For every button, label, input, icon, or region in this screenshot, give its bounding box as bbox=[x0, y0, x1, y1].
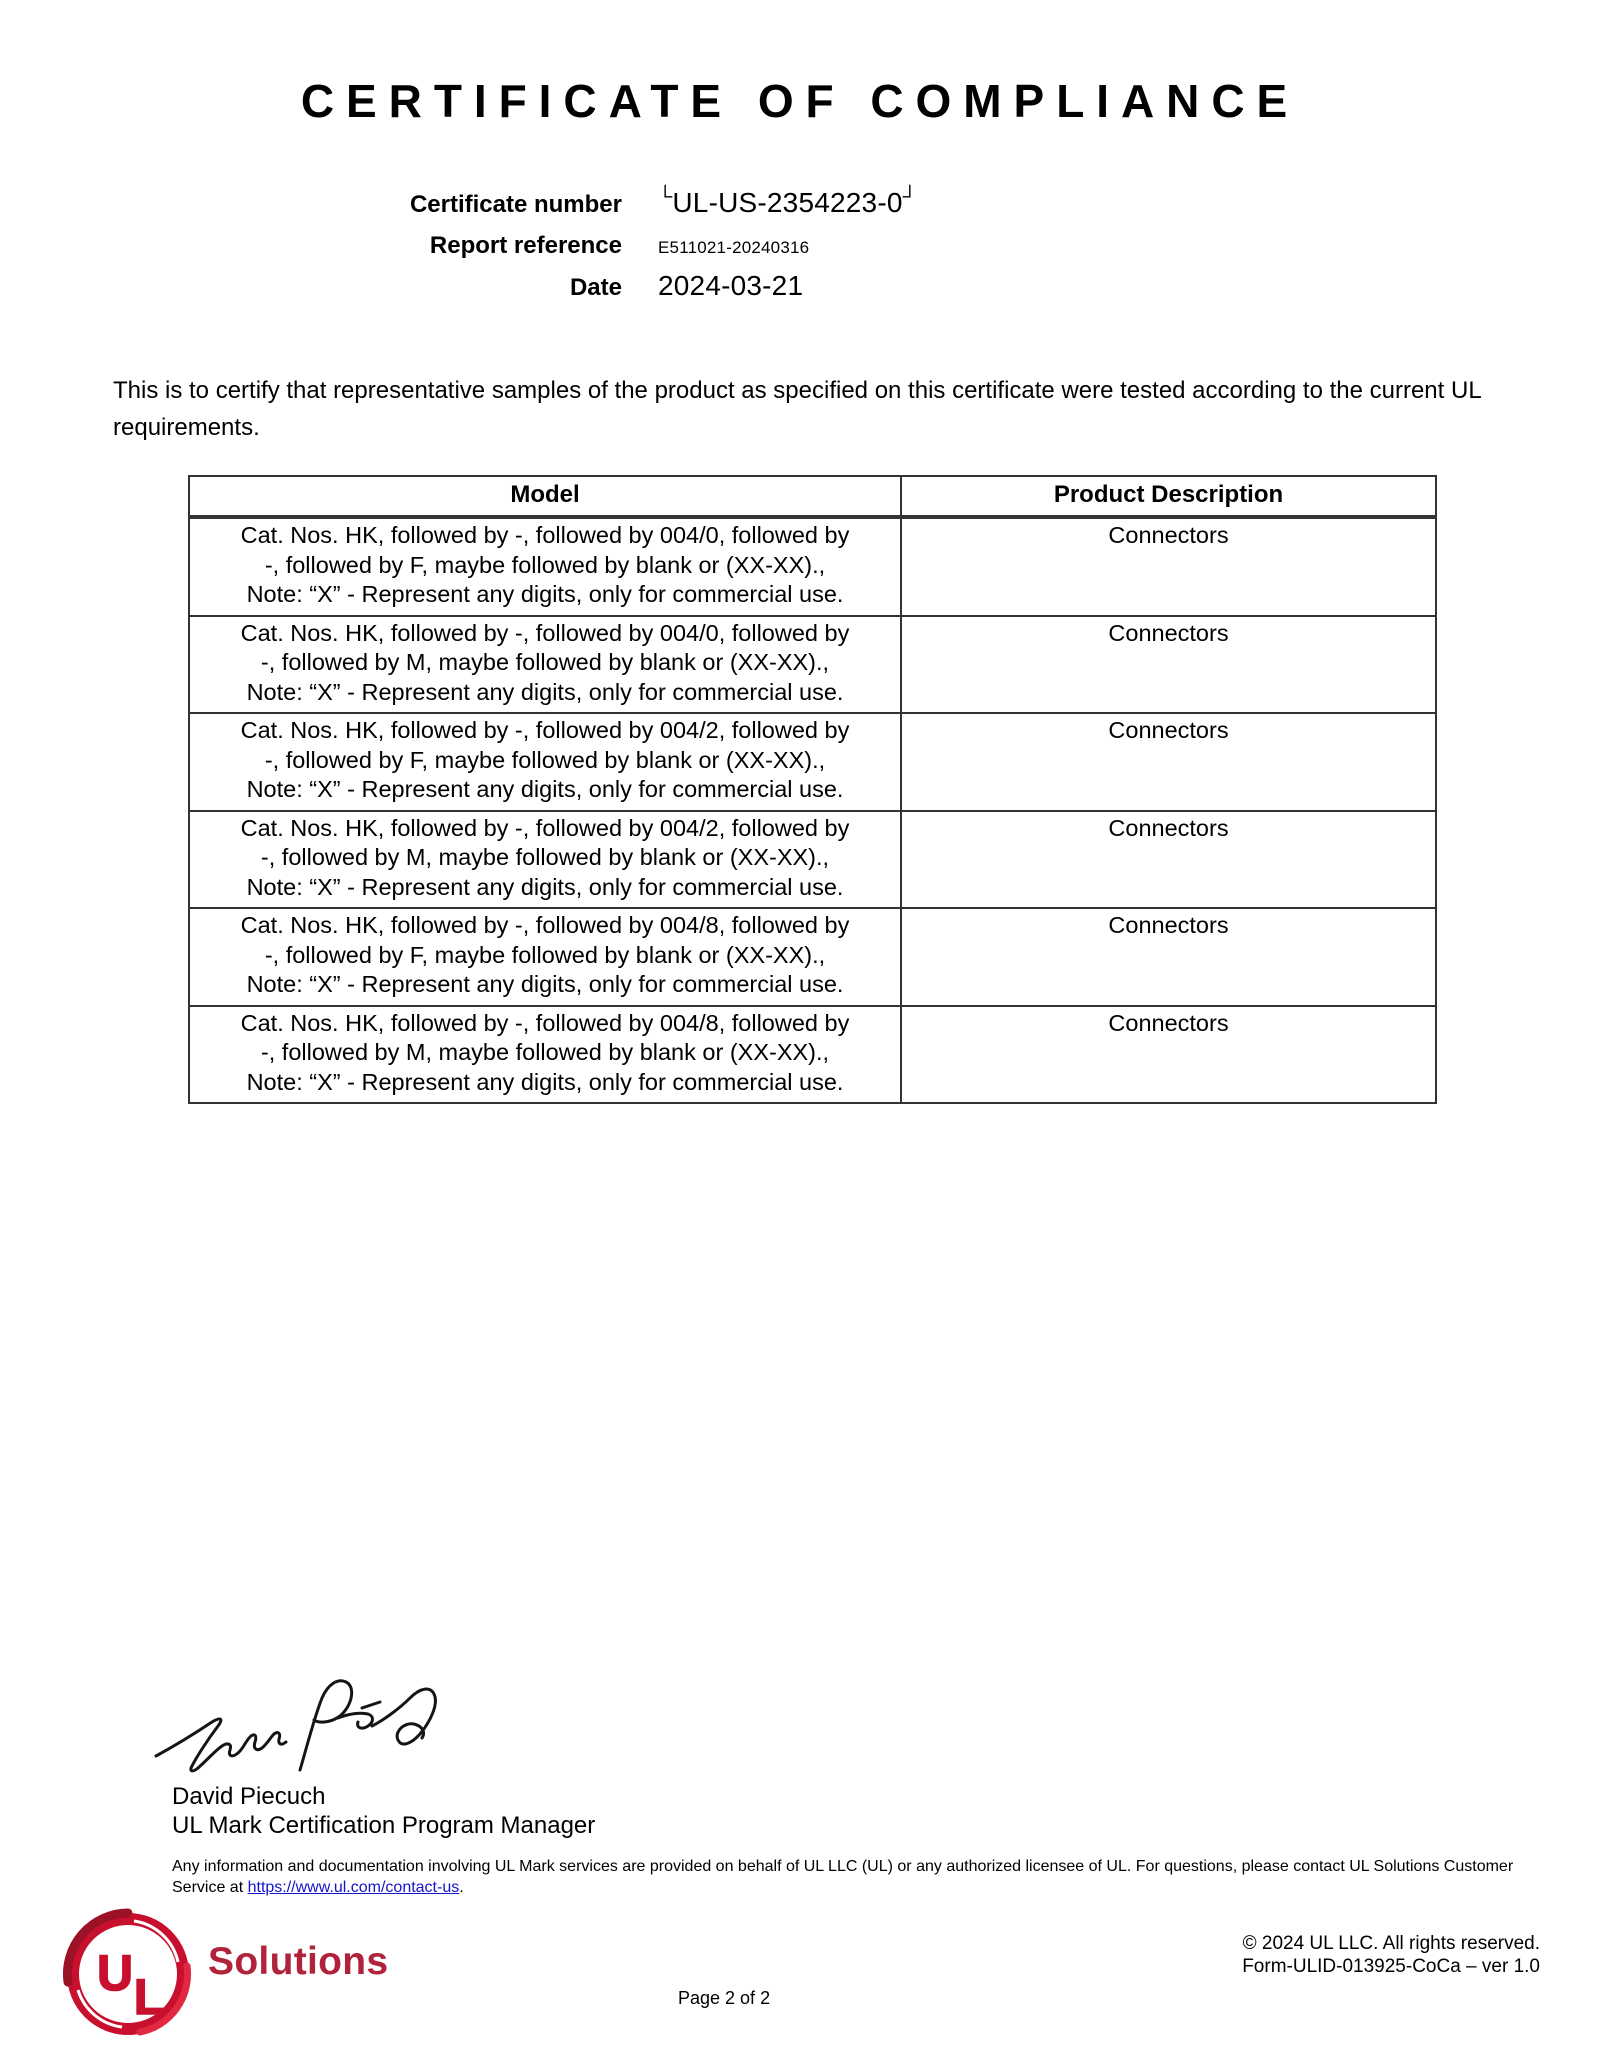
description-cell: Connectors bbox=[901, 616, 1436, 714]
model-cell bbox=[189, 517, 901, 616]
date-label: Date bbox=[569, 274, 622, 301]
model-line: Note: “X” - Represent any digits, only for commercial use. bbox=[246, 776, 844, 802]
logo-letter-l: L bbox=[133, 1969, 165, 2025]
model-line: -, followed by F, maybe followed by blank or (XX-XX)., bbox=[264, 941, 826, 968]
solutions-wordmark: Solutions bbox=[208, 1940, 389, 1983]
field-bracket-right: ┘ bbox=[902, 186, 917, 208]
report-reference-value: E511021-20240316 bbox=[658, 238, 810, 257]
model-line: -, followed by F, maybe followed by blank or (XX-XX)., bbox=[264, 746, 826, 773]
certificate-number-row bbox=[112, 186, 917, 223]
model-cell bbox=[189, 908, 901, 1006]
certify-statement: This is to certify that representative samples of the product as specified on this certificate were tested according to the current UL requirements. bbox=[113, 377, 1481, 441]
model-line: -, followed by M, maybe followed by blank or (XX-XX)., bbox=[260, 1039, 830, 1065]
signatory-name: David Piecuch bbox=[172, 1783, 326, 1810]
table-row bbox=[189, 713, 1436, 811]
description-cell: Connectors bbox=[901, 517, 1436, 616]
model-line: Cat. Nos. HK, followed by -, followed by 004/8, followed by bbox=[240, 912, 850, 938]
table-row bbox=[189, 1006, 1436, 1104]
description-cell: Connectors bbox=[901, 713, 1436, 811]
signatory-role: UL Mark Certification Program Manager bbox=[172, 1812, 596, 1839]
model-line: Note: “X” - Represent any digits, only for commercial use. bbox=[246, 971, 844, 997]
description-cell: Connectors bbox=[901, 1006, 1436, 1104]
disclaimer-line-2-suffix: . bbox=[459, 1879, 464, 1896]
copyright-text: © 2024 UL LLC. All rights reserved. bbox=[1242, 1933, 1540, 1954]
page-number: Page 2 of 2 bbox=[678, 1988, 771, 2008]
certificate-number-label: Certificate number bbox=[409, 191, 622, 218]
form-version-text: Form-ULID-013925-CoCa – ver 1.0 bbox=[1242, 1956, 1540, 1977]
ul-logo bbox=[58, 1904, 198, 2044]
certificate-number-value bbox=[658, 186, 917, 223]
table-row bbox=[189, 616, 1436, 714]
disclaimer-line-2 bbox=[172, 1877, 1552, 1898]
contact-us-link[interactable]: https://www.ul.com/contact-us bbox=[247, 1879, 460, 1896]
model-line: Note: “X” - Represent any digits, only for commercial use. bbox=[246, 678, 844, 705]
footer-right-block bbox=[1242, 1932, 1540, 1978]
report-reference-row bbox=[112, 231, 917, 261]
table-row bbox=[189, 517, 1436, 616]
report-reference-label: Report reference bbox=[429, 232, 622, 259]
date-row bbox=[112, 269, 917, 303]
certificate-meta bbox=[112, 186, 917, 311]
signature-image bbox=[148, 1674, 458, 1794]
model-line: Note: “X” - Represent any digits, only for commercial use. bbox=[246, 1068, 844, 1095]
model-line: Cat. Nos. HK, followed by -, followed by 004/8, followed by bbox=[240, 1009, 850, 1036]
description-cell: Connectors bbox=[901, 811, 1436, 909]
certificate-number-text: UL-US-2354223-0 bbox=[672, 187, 903, 218]
model-column-header: Model bbox=[189, 476, 901, 517]
model-line: Note: “X” - Represent any digits, only for commercial use. bbox=[246, 873, 844, 900]
model-line: Cat. Nos. HK, followed by -, followed by 004/0, followed by bbox=[240, 619, 850, 646]
description-cell: Connectors bbox=[901, 908, 1436, 1006]
date-value: 2024-03-21 bbox=[658, 270, 804, 301]
disclaimer-line-1: Any information and documentation involving UL Mark services are provided on behalf of UL LLC (UL) or any authorized licensee of UL. For questions, please contact UL Solutions Customer bbox=[172, 1858, 1514, 1875]
model-line: -, followed by M, maybe followed by blank or (XX-XX)., bbox=[260, 844, 830, 870]
model-table-container bbox=[188, 475, 1435, 1104]
disclaimer-line-2-prefix: Service at bbox=[172, 1879, 248, 1896]
page-title: CERTIFICATE OF COMPLIANCE bbox=[300, 75, 1300, 127]
table-row bbox=[189, 811, 1436, 909]
table-row bbox=[189, 908, 1436, 1006]
model-cell bbox=[189, 1006, 901, 1104]
model-table bbox=[188, 475, 1437, 1104]
model-line: -, followed by F, maybe followed by blank or (XX-XX)., bbox=[264, 551, 826, 578]
model-line: Cat. Nos. HK, followed by -, followed by 004/2, followed by bbox=[240, 814, 850, 841]
table-header-row bbox=[189, 476, 1436, 517]
model-line: -, followed by M, maybe followed by blank or (XX-XX)., bbox=[260, 649, 830, 675]
model-line: Cat. Nos. HK, followed by -, followed by 004/2, followed by bbox=[240, 717, 850, 743]
model-cell bbox=[189, 616, 901, 714]
legal-disclaimer bbox=[172, 1856, 1552, 1898]
model-cell bbox=[189, 713, 901, 811]
field-bracket-left: └ bbox=[658, 186, 673, 208]
model-cell bbox=[189, 811, 901, 909]
model-line: Cat. Nos. HK, followed by -, followed by 004/0, followed by bbox=[240, 522, 850, 548]
model-line: Note: “X” - Represent any digits, only for commercial use. bbox=[246, 581, 844, 607]
signatory-block bbox=[172, 1782, 595, 1840]
description-column-header: Product Description bbox=[901, 476, 1436, 517]
logo-letter-u: U bbox=[96, 1945, 134, 2001]
